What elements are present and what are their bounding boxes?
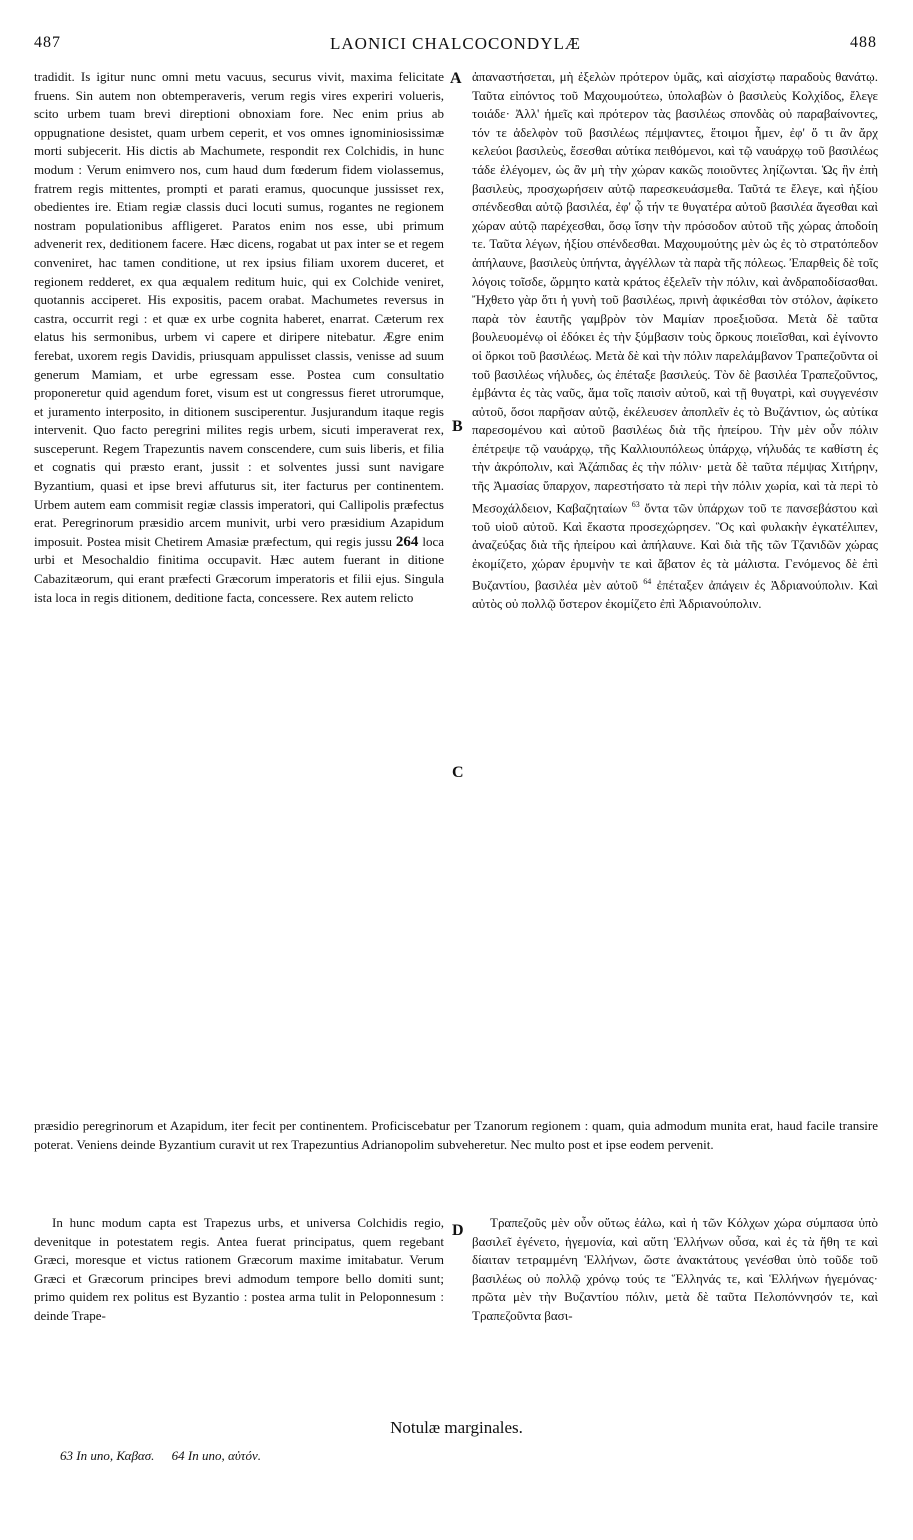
marginal-notes (60, 1448, 275, 1464)
section-marker-c: C (452, 764, 464, 781)
greek-text: ἀπαναστήσεται, μὴ ἐξελὼν πρότερον ὑμᾶς, καὶ αἰσχίστῳ παραδοὺς θανάτῳ. Ταῦτα εἰπόντος τοῦ Μαχουμούτεω, ὑπολαβὼν ὁ βασιλεὺς Κολχίδος, ἔλεγε τοιάδε· Ἀλλ' ἡμεῖς καὶ πρότερον τὰς βασιλέως σπονδὰς οὐ παραβαίνοντες, τόν τε ἀδελφὸν τοῦ βασιλέως πέμψαντες, ἕτοιμοι ἦμεν, ἐφ' ὅ τι ἂν ἄρχ κελεύοι βασιλεὺς, ἔσεσθαι αὐτίκα πειθόμενοι, καὶ τῷ ναυάρχῳ τοῦ βασιλέως τάδε ἐλέγομεν, ὡς ἂν μὴ τὴν χώραν κακῶς ποιοῦντες ληίζωνται. Ὡς ἣν ἐπὴ βασιλεὺς, προσχωρήσειν αὐτῷ παρεσκευάσμεθα. Ταῦτά τε ἔλεγε, καὶ ἠξίου σπένδεσθαι αὐτῷ βασιλέα, ἐφ' ᾧ τήν τε θυγατέρα αὐτοῦ βασιλέα ἄγεσθαι καὶ χώραν αὐτῷ παρέχεσθαι, ὅσῳ ἴσην τὴν πρόσοδον αὐτοῦ τῆς χώρας ἀποδοίη τε. Ταῦτα λέγων, ἠξίου σπένδεσθαι. Μαχουμούτης μὲν ὡς ἐς τὸ στρατόπεδον ἀπήλαυνε, βασιλεὺς ὑπήντα, ἀγγέλλων τὰ παρὰ τῆς πόλεως. Ἐπαρθεὶς δὲ τοῖς λόγοις τοῖσδε, ὥρμητο κατὰ κράτος ἐξελεῖν τὴν πόλιν, καὶ ἀνδραποδίσασθαι. Ἤχθετο γὰρ ὅτι ἡ γυνὴ τοῦ βασιλέως, πρινὴ ἀφικέσθαι τὸν στόλον, ἀφίκετο παρὰ τὸν ἑαυτῆς γαμβρὸν τὸν Μαμίαν προεξιοῦσα. Μετὰ δὲ ταῦτα βουλευομένῳ οἱ ἐδόκει ἐς τὴν ξύμβασιν τοὺς ὅρκους ποιεῖσθαι, καὶ ἐγίνοντο οἱ ὅρκοι τοῦ βασιλέως. Μετὰ δὲ καὶ τὴν πόλιν παρελάμβανον Τραπεζοῦντα οἱ τοῦ βασιλέως νήλυδες, ὡς ἐπέταξε βασιλεύς. Τὸν δὲ βασιλέα Τραπεζοῦντος, ἐμβάντα ἐς τὰς ναῦς, ἅμα τοῖς παισὶν αὐτοῦ, καὶ τῇ θυγατρὶ, καὶ συγγενέσιν αὐτοῦ, ὅσοι παρῆσαν αὐτῷ, ἐκέλευσεν ἀποπλεῖν ἐς τὸ Βυζάντιον, ὡς αὐτίκα παρεσομένου καὶ αὐτοῦ βασιλέως διὰ τῆς ἠπείρου. Τὴν μὲν οὖν πόλιν ἐπέτρεψε τῷ ναυάρχῳ, τῆς Καλλιουπόλεως ὑπάρχῳ, νήλυδάς τε καθίστη ἐς τὴν ἀκρόπολιν, καὶ Ἀζάπιδας ἐς τὴν πόλιν· μετὰ δὲ ταῦτα πέμψας Χιτήρην, τῆς Ἀμασίας ὕπαρχον, παρεστήσατο τὰ περὶ τὴν πόλιν χωρία, καὶ τὰ περὶ τὸ Μεσοχάλδειον, Καβαζηταίων (472, 69, 878, 515)
greek-paragraph-1 (472, 68, 878, 614)
greek-text-tail: ἐπέταξεν ἀπάγειν ἐς Ἀδριανούπολιν. Καὶ αὐτὸς οὐ πολλῷ ὕστερον ἐκομίζετο ἐπὶ Ἀδριανούπολιν. (472, 577, 878, 612)
section-marker-b: B (452, 418, 463, 435)
footnote-ref-64: 64 (643, 577, 652, 587)
note-63: 63 In uno, Καβασ. (60, 1448, 155, 1463)
note-64: 64 In uno, αὐτόν. (171, 1448, 261, 1463)
latin-text: tradidit. Is igitur nunc omni metu vacuus, securus vivit, maxima felicitate fruens. Sin autem non obtemperaveris, verum regis vires experiri volueris, scito urbem tuam brevi direptioni obnoxiam fore. Nec enim prius ab oppugnatione desistet, quam urbem ceperit, et vos omnes ignominiosissimæ morti subjecerit. His dictis ab Machumete, respondit rex Colchidis, in hunc modum : Verum enimvero nos, cum haud dum fœderum fidem violassemus, fratrem regis mittentes, prompti et parati eramus, quocunque jussisset rex, obedientes ire. Etiam regiæ classis duci locuti sumus, rogantes ne regionem nostram populationibus affligeret. Paratos enim nos esse, ubi primum advenerit rex, deditionem facere. Hæc dicens, rogabat ut pax inter se et regem conveniret, hac tamen conditione, ut rex ipsius filiam uxorem duceret, et regionem redderet, ex qua æqualem reditum huic, qui ex Colchide veniret, quotannis acciperet. His expositis, pacem orabat. Machumetes reversus in castra, occurrit regi : et quæ ex urbe cognita haberet, enarrat. Cæterum rex elatus his sermonibus, urbem vi capere et diripere nitebatur. Ægre enim ferebat, uxorem regis Davidis, priusquam appulisset classis, venisse ad suum generum Mamiam, et urbe egressam esse. Postea cum consultatio proponeretur quid agendum foret, visum est ut congressus fieret utrorumque, et juramento interposito, in ditionem susciperentur. Jusjurandum itaque regis intervenit. Quo facto peregrini milites regis urbem, sicuti imperaverat rex, susceperunt. Regem Trapezuntis navem conscendere, cum suis liberis, et filia et cognatis qui præsto erant, jussit : et solventes jussi sunt navigare Byzantium, quasi et ipse brevi affuturus sit, iter facturus per continentem. Urbem autem eam commisit regiæ classis imperatori, qui Callipolis præfectus erat. Peregrinorum præsidio arcem munivit, urbi vero præsidium Azapidum imposuit. Postea misit Chetirem Amasiæ præfectum, qui regis jussu (34, 69, 444, 549)
latin-text-tail: loca urbi et Mesochaldio finitima occupavit. Hæc autem fuerant in ditione Cabazitæorum, qui erant præfecti Græcorum imperatoris et filii ejus. Singula ista loca in regis ditionem, deditione facta, concessere. Rex autem relicto (34, 533, 444, 605)
page-header (34, 34, 877, 60)
footnote-ref-63: 63 (631, 499, 640, 509)
greek-paragraph-2: Τραπεζοῦς μὲν οὖν οὕτως ἑάλω, καὶ ἡ τῶν Κόλχων χώρα σύμπασα ὑπὸ βασιλεῖ ἐγένετο, ἡγεμονία, καὶ αὕτη Ἑλλήνων οὖσα, καὶ ἐς τὰ ἤθη τε καὶ δίαιταν τετραμμένη Ἑλλήνων, ὥστε ἀνακτάτους γενέσθαι ὑπὸ τοῦδε τοῦ βασιλέως οὐ πολλῷ χρόνῳ τούς τε Ἕλληνάς τε, καὶ Ἑλλήνων ἡγεμόνας· πρῶτα μὲν τὴν Βυζαντίου πόλιν, μετὰ δὲ ταῦτα Πελοπόννησόν τε, καὶ Τραπεζοῦντα βασι- (472, 1215, 878, 1323)
latin-paragraph-2: In hunc modum capta est Trapezus urbs, et universa Colchidis regio, devenitque in potestatem regis. Antea fuerat principatus, quem regebant Græci, moresque et victus rationem Græcorum maxime imitabatur. Verum Græci et Græcorum principes brevi admodum tempore bello domiti sunt; primo quidem rex politus est Byzantio : postea arma tulit in Peloponnesum : deinde Trape- (34, 1215, 444, 1323)
notes-title: Notulæ marginales. (390, 1418, 523, 1437)
latin-paragraph-1 (34, 68, 444, 607)
latin-continuation: præsidio peregrinorum et Azapidum, iter fecit per continentem. Proficiscebatur per Tzanorum regionem : quam, quia admodum munita erat, haud facile transire poterat. Veniens deinde Byzantium curavit ut rex Trapezuntius Adrianopolim subveheretur. Nec multo post et ipse eodem pervenit. (34, 1118, 878, 1152)
latin-column (34, 68, 444, 1116)
page-number-left: 487 (34, 34, 61, 51)
section-marker-a: A (450, 70, 462, 87)
running-title: LAONICI CHALCOCONDYLÆ (330, 34, 581, 53)
greek-column (472, 68, 878, 1116)
greek-text-mid: ὄντα τῶν ὑπάρχων τοῦ τε πανσεβάστου καὶ τοῦ υἱοῦ αὐτοῦ. Καὶ ἕκαστα προσεχώρησεν. Ὃς καὶ φυλακὴν ἐγκατέλιπεν, ἀναζεύξας διὰ τῆς ἠπείρου καὶ ἀπήλαυνε. Καὶ διὰ τῆς τῶν Τζανιδῶν χώρας ἐκομίζετο, χώραν ἐρυμνὴν τε καὶ ἄβατον ἐς τὰ μάλιστα. Γενόμενος δὲ ἐπὶ Βυζαντίου, βασιλέα μὲν αὐτοῦ (472, 499, 878, 593)
section-marker-d: D (452, 1222, 464, 1239)
page-number-right: 488 (850, 34, 877, 51)
latin-page-ref: 264 (395, 533, 419, 550)
